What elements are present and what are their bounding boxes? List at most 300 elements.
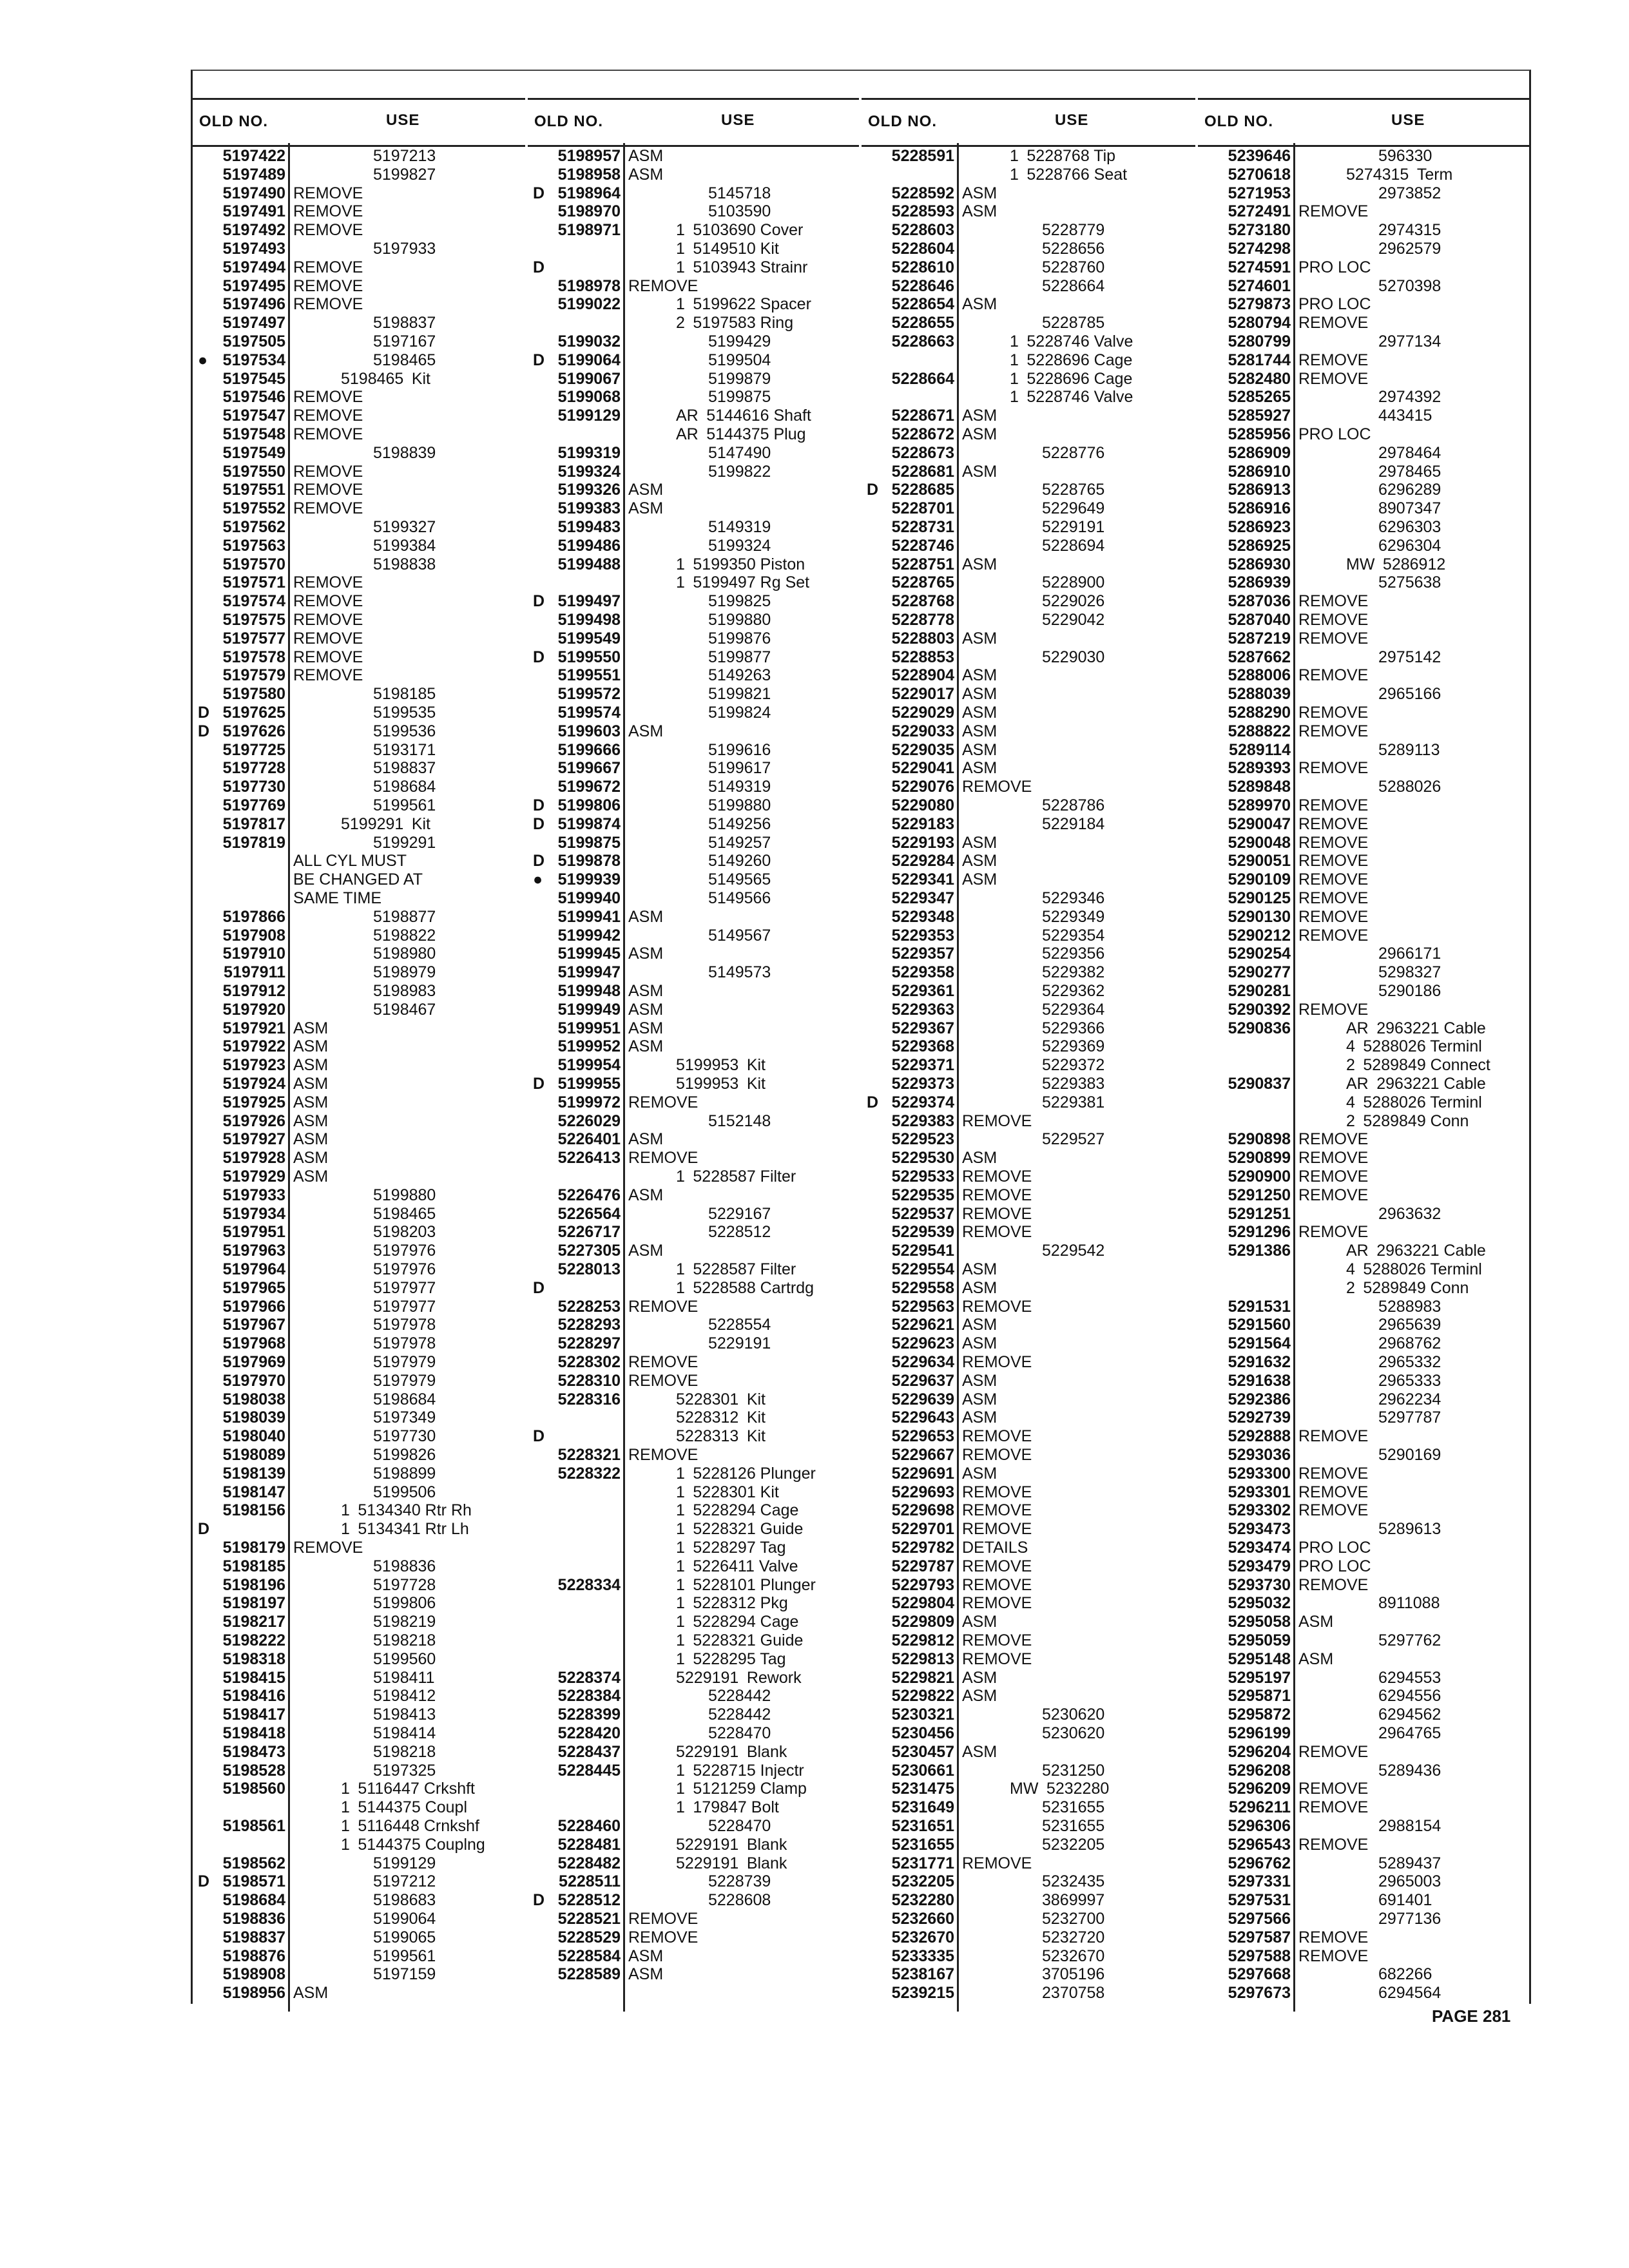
table-row	[862, 815, 1195, 834]
use-cell: 5149566	[708, 889, 771, 907]
old-no-cell: 5229787	[891, 1557, 954, 1575]
old-no-cell: 5229643	[891, 1408, 954, 1427]
table-row	[862, 1965, 1195, 1984]
table-row	[1198, 407, 1529, 425]
old-no-cell: 5228604	[891, 240, 954, 258]
use-cell: 5275638	[1378, 573, 1441, 592]
use-cell: 1 5228312 Pkg	[676, 1594, 788, 1613]
old-no-cell: 5289848	[1228, 778, 1291, 796]
table-row	[1198, 1130, 1529, 1149]
old-no-cell: 5229347	[891, 889, 954, 907]
use-cell: 5199129	[373, 1854, 436, 1872]
old-no-cell: 5292888	[1228, 1427, 1291, 1446]
use-cell: 5197976	[373, 1260, 436, 1278]
use-cell: 2974392	[1378, 388, 1441, 407]
use-cell: 5228554	[708, 1316, 771, 1334]
use-cell: REMOVE	[962, 1353, 1032, 1371]
table-row	[193, 1465, 525, 1483]
old-no-cell: 5197969	[222, 1353, 285, 1371]
use-cell: ASM	[962, 1278, 998, 1297]
old-no-cell: 5229653	[891, 1427, 954, 1446]
old-no-cell: 5297587	[1228, 1928, 1291, 1946]
old-no-cell: 5297673	[1228, 1984, 1291, 2003]
use-cell: REMOVE	[1298, 1946, 1369, 1965]
use-cell: 1 5199497 Rg Set	[676, 573, 810, 592]
table-row	[528, 555, 859, 574]
use-cell: 5228442	[708, 1706, 771, 1724]
old-no-cell: 5228778	[891, 611, 954, 629]
old-no-cell: 5198415	[222, 1668, 285, 1687]
use-cell: 5198979	[373, 963, 436, 982]
old-no-cell: 5229193	[891, 833, 954, 852]
table-row	[193, 1557, 525, 1576]
use-cell: 5199953 Kit	[676, 1056, 766, 1075]
table-row	[862, 778, 1195, 796]
use-cell: 596330	[1378, 147, 1432, 165]
table-row	[1198, 202, 1529, 221]
table-row	[528, 1724, 859, 1743]
table-row	[1198, 1056, 1529, 1075]
use-cell: 691401	[1378, 1891, 1432, 1910]
table-row	[193, 870, 525, 889]
use-cell: SAME TIME	[293, 889, 382, 907]
old-no-cell: 5228681	[891, 462, 954, 481]
table-row	[193, 1631, 525, 1650]
old-no-cell: 5297531	[1228, 1891, 1291, 1910]
table-row	[1198, 1205, 1529, 1224]
table-row	[1198, 1019, 1529, 1038]
old-no-cell: 5287040	[1228, 611, 1291, 629]
table-row	[862, 1316, 1195, 1334]
table-row	[862, 1427, 1195, 1446]
use-cell: 5232435	[1042, 1872, 1105, 1891]
table-row	[862, 1520, 1195, 1539]
table-row	[862, 555, 1195, 574]
use-cell: 2978465	[1378, 462, 1441, 481]
table-row	[193, 722, 525, 741]
table-row	[862, 1872, 1195, 1891]
table-row	[193, 499, 525, 518]
table-row	[528, 166, 859, 184]
table-row	[193, 1446, 525, 1465]
table-row	[862, 1724, 1195, 1743]
table-row	[1198, 258, 1529, 277]
table-row	[862, 1798, 1195, 1817]
use-cell: 5149565	[708, 870, 771, 889]
use-cell: 2 5289849 Conn	[1346, 1278, 1469, 1297]
old-no-cell: 5198418	[222, 1724, 285, 1742]
table-row	[862, 1186, 1195, 1205]
table-row	[193, 1576, 525, 1595]
table-row	[528, 778, 859, 796]
table-row	[528, 1613, 859, 1631]
use-cell: ASM	[962, 1371, 998, 1390]
table-row	[528, 1242, 859, 1260]
old-no-cell: 5198970	[557, 202, 621, 221]
table-row	[193, 1242, 525, 1260]
table-row	[528, 1279, 859, 1298]
table-row	[862, 1557, 1195, 1576]
use-cell: REMOVE	[962, 1854, 1032, 1872]
use-cell: 5197167	[373, 332, 436, 351]
use-cell: ASM	[962, 1408, 998, 1427]
table-row	[193, 1669, 525, 1687]
table-row	[862, 1576, 1195, 1595]
table-row	[193, 407, 525, 425]
use-cell: 5229030	[1042, 648, 1105, 666]
old-no-cell: 5230456	[891, 1724, 954, 1742]
table-row	[528, 1260, 859, 1279]
table-row	[1198, 537, 1529, 555]
use-cell: REMOVE	[293, 481, 363, 499]
old-no-cell: 5229076	[891, 778, 954, 796]
use-cell: 5229191	[708, 1334, 771, 1353]
table-row	[193, 1260, 525, 1279]
old-no-cell: 5197626	[222, 722, 285, 740]
table-row	[193, 555, 525, 574]
old-no-cell: 5197496	[222, 295, 285, 314]
use-cell: 5231655	[1042, 1817, 1105, 1835]
table-row	[528, 1836, 859, 1854]
old-no-cell: 5229541	[891, 1242, 954, 1260]
use-cell: ASM	[628, 1946, 664, 1965]
use-cell: 2965003	[1378, 1872, 1441, 1891]
use-cell: ASM	[628, 165, 664, 184]
old-no-cell: 5288006	[1228, 666, 1291, 685]
use-cell: 1 5228766 Seat	[1010, 165, 1128, 184]
table-row	[193, 1168, 525, 1186]
old-no-cell: 5228512	[557, 1891, 621, 1910]
table-row	[1198, 1743, 1529, 1762]
old-no-cell: 5274298	[1228, 240, 1291, 258]
use-cell: 5229191	[1042, 518, 1105, 536]
table-row	[528, 685, 859, 704]
use-cell: REMOVE	[293, 1539, 363, 1557]
old-no-cell: 5228685	[891, 481, 954, 499]
use-cell: 3705196	[1042, 1965, 1105, 1984]
use-cell: PRO LOC	[1298, 1557, 1371, 1575]
use-cell: REMOVE	[1298, 1928, 1369, 1946]
use-cell: REMOVE	[1298, 1501, 1369, 1520]
old-no-cell: 5295032	[1228, 1594, 1291, 1613]
use-cell: 5199880	[373, 1186, 436, 1204]
table-row	[862, 741, 1195, 760]
old-no-cell: 5199951	[557, 1019, 621, 1037]
table-row	[193, 1075, 525, 1093]
table-row	[528, 1965, 859, 1984]
use-cell: REMOVE	[1298, 870, 1369, 889]
old-no-cell: 5229698	[891, 1501, 954, 1520]
use-cell: ASM	[962, 1260, 998, 1278]
old-no-cell: 5228654	[891, 295, 954, 314]
table-row	[528, 1149, 859, 1168]
use-cell: ASM	[293, 1056, 329, 1075]
old-no-cell: 5229080	[891, 796, 954, 814]
table-row	[528, 1762, 859, 1780]
old-no-cell: 5291564	[1228, 1334, 1291, 1353]
use-cell: 5199291	[373, 833, 436, 852]
table-row	[1198, 1465, 1529, 1483]
use-cell: 1 179847 Bolt	[676, 1798, 779, 1817]
table-row	[528, 870, 859, 889]
row-marker: D	[533, 796, 545, 814]
old-no-cell: 5197866	[222, 907, 285, 926]
table-row	[193, 1706, 525, 1724]
table-row	[193, 518, 525, 537]
old-no-cell: 5228655	[891, 314, 954, 332]
old-no-cell: 5198185	[222, 1557, 285, 1575]
old-no-cell: 5228853	[891, 648, 954, 666]
table-row	[528, 1650, 859, 1669]
use-cell: REMOVE	[962, 1631, 1032, 1649]
old-no-cell: 5297668	[1228, 1965, 1291, 1984]
use-cell: 5103590	[708, 202, 771, 221]
use-cell: 5198837	[373, 759, 436, 778]
table-row	[1198, 1446, 1529, 1465]
old-no-cell: 5197551	[222, 481, 285, 499]
old-no-cell: 5288822	[1228, 722, 1291, 740]
table-row	[528, 407, 859, 425]
old-no-cell: 5228904	[891, 666, 954, 685]
old-no-cell: 5282480	[1228, 369, 1291, 388]
old-no-cell: 5230457	[891, 1742, 954, 1761]
table-row	[1198, 1279, 1529, 1298]
old-no-cell: 5197547	[222, 407, 285, 425]
old-no-cell: 5198876	[222, 1946, 285, 1965]
table-row	[528, 629, 859, 648]
use-cell: 2978464	[1378, 443, 1441, 462]
old-no-cell: 5290281	[1228, 982, 1291, 1000]
use-cell: 5199561	[373, 796, 436, 814]
table-row	[193, 834, 525, 852]
old-no-cell: 5198957	[557, 147, 621, 165]
old-no-cell: 5293473	[1228, 1520, 1291, 1539]
old-no-cell: 5228253	[557, 1297, 621, 1316]
old-no-cell: 5198416	[222, 1687, 285, 1706]
table-row	[862, 1483, 1195, 1502]
table-row	[1198, 759, 1529, 778]
old-no-cell: 5197574	[222, 592, 285, 611]
use-cell: 5199825	[708, 592, 771, 611]
table-row	[1198, 1353, 1529, 1372]
old-no-cell: 5197963	[222, 1242, 285, 1260]
use-cell: 2 5289849 Conn	[1346, 1111, 1469, 1130]
old-no-cell: 5293036	[1228, 1446, 1291, 1464]
old-no-cell: 5228663	[891, 332, 954, 351]
use-cell: 5198203	[373, 1223, 436, 1242]
table-row	[862, 1353, 1195, 1372]
use-cell: ASM	[962, 1742, 998, 1761]
old-no-cell: 5280794	[1228, 314, 1291, 332]
table-row	[1198, 573, 1529, 592]
old-no-cell: 5274601	[1228, 276, 1291, 295]
use-cell: 5288983	[1378, 1297, 1441, 1316]
use-cell: 2965166	[1378, 685, 1441, 704]
table-row	[193, 1724, 525, 1743]
old-no-cell: 5291560	[1228, 1316, 1291, 1334]
use-cell: 5228656	[1042, 240, 1105, 258]
table-row	[1198, 463, 1529, 481]
table-row	[193, 889, 525, 908]
use-cell: REMOVE	[1298, 907, 1369, 926]
table-row	[862, 704, 1195, 722]
table-row	[1198, 314, 1529, 332]
use-cell: 5198877	[373, 907, 436, 926]
use-cell: 1 5228126 Plunger	[676, 1464, 816, 1483]
use-cell: ASM	[628, 1186, 664, 1204]
use-cell: 5230620	[1042, 1706, 1105, 1724]
use-cell: 5232670	[1042, 1946, 1105, 1965]
use-cell: 2962579	[1378, 240, 1441, 258]
use-cell: 5198465 Kit	[341, 369, 431, 388]
table-row	[862, 1669, 1195, 1687]
table-row	[193, 1984, 525, 2003]
table-row	[193, 1817, 525, 1836]
table-row	[862, 1780, 1195, 1798]
table-row	[862, 1130, 1195, 1149]
table-row	[1198, 1260, 1529, 1279]
table-row	[862, 796, 1195, 815]
old-no-cell: 5229373	[891, 1075, 954, 1093]
old-no-cell: 5293302	[1228, 1501, 1291, 1520]
table-row	[193, 295, 525, 314]
table-row	[862, 295, 1195, 314]
old-no-cell: 5228592	[891, 184, 954, 202]
old-no-cell: 5226401	[557, 1130, 621, 1149]
use-cell: 5229382	[1042, 963, 1105, 982]
old-no-cell: 5229782	[891, 1539, 954, 1557]
use-cell: 5228900	[1042, 573, 1105, 592]
old-no-cell: 5197490	[222, 184, 285, 202]
old-no-cell: 5199672	[557, 778, 621, 796]
use-cell: REMOVE	[962, 778, 1032, 796]
old-no-cell: 5229374	[891, 1093, 954, 1111]
use-cell: 2965332	[1378, 1353, 1441, 1371]
table-row	[528, 388, 859, 407]
old-no-cell: 5229357	[891, 945, 954, 963]
use-cell: ASM	[628, 982, 664, 1000]
old-no-cell: 5228701	[891, 499, 954, 518]
use-cell: 5229354	[1042, 926, 1105, 945]
old-no-cell: 5229353	[891, 926, 954, 945]
table-row	[528, 1112, 859, 1131]
old-no-cell: 5229533	[891, 1168, 954, 1186]
table-column-2	[528, 71, 859, 2004]
use-cell: 2977136	[1378, 1910, 1441, 1928]
use-cell: 5228786	[1042, 796, 1105, 814]
table-row	[1198, 1168, 1529, 1186]
table-row	[1198, 1298, 1529, 1316]
old-no-cell: 5197912	[222, 982, 285, 1000]
old-no-cell: 5198561	[222, 1817, 285, 1835]
old-no-cell: 5291386	[1228, 1242, 1291, 1260]
use-cell: 5228776	[1042, 443, 1105, 462]
use-cell: 1 5228295 Tag	[676, 1649, 786, 1668]
old-no-cell: 5198978	[557, 276, 621, 295]
table-row	[193, 796, 525, 815]
old-no-cell: 5232670	[891, 1928, 954, 1946]
use-cell: REMOVE	[1298, 666, 1369, 685]
old-no-cell: 5197546	[222, 388, 285, 407]
old-no-cell: 5296543	[1228, 1835, 1291, 1854]
page-number: PAGE 281	[1432, 2006, 1511, 2026]
old-no-cell: 5199667	[557, 759, 621, 778]
table-row	[193, 258, 525, 277]
use-cell: ASM	[293, 1984, 329, 2003]
use-cell: 1 5103943 Strainr	[676, 258, 808, 276]
old-no-cell: 5280799	[1228, 332, 1291, 351]
use-cell: 1 5228746 Valve	[1010, 388, 1133, 407]
table-row	[528, 927, 859, 945]
table-row	[862, 1762, 1195, 1780]
table-row	[193, 1149, 525, 1168]
table-row	[193, 1037, 525, 1056]
use-cell: 2 5197583 Ring	[676, 314, 794, 332]
old-no-cell: 5290047	[1228, 814, 1291, 833]
use-cell: ASM	[962, 722, 998, 740]
use-cell: REMOVE	[962, 1520, 1032, 1539]
table-row	[193, 815, 525, 834]
table-row	[528, 1947, 859, 1966]
use-cell: ASM	[962, 870, 998, 889]
use-cell: 4 5288026 Terminl	[1346, 1037, 1482, 1056]
old-no-cell: 5199948	[557, 982, 621, 1000]
table-row	[1198, 518, 1529, 537]
old-no-cell: 5229667	[891, 1446, 954, 1464]
use-cell: ASM	[628, 1965, 664, 1984]
old-no-cell: 5199319	[557, 443, 621, 462]
use-cell: ASM	[962, 1613, 998, 1631]
table-row	[862, 1019, 1195, 1038]
table-row	[1198, 1836, 1529, 1854]
old-no-cell: 5197570	[222, 555, 285, 573]
table-row	[528, 463, 859, 481]
table-row	[193, 685, 525, 704]
table-row	[862, 1613, 1195, 1631]
old-no-cell: 5229554	[891, 1260, 954, 1278]
table-row	[1198, 1539, 1529, 1557]
old-no-cell: 5229563	[891, 1297, 954, 1316]
old-no-cell: 5290836	[1228, 1019, 1291, 1037]
table-row	[528, 332, 859, 351]
row-marker: D	[533, 1427, 545, 1446]
use-cell: 1 5228294 Cage	[676, 1501, 799, 1520]
table-row	[862, 1037, 1195, 1056]
use-cell: 5147490	[708, 443, 771, 462]
table-row	[862, 388, 1195, 407]
use-cell: 2 5289849 Connect	[1346, 1056, 1490, 1075]
table-row	[193, 147, 525, 166]
old-no-cell: 5199067	[557, 369, 621, 388]
use-cell: REMOVE	[962, 1223, 1032, 1242]
table-row	[862, 258, 1195, 277]
old-no-cell: 5290277	[1228, 963, 1291, 982]
use-cell: 5199506	[373, 1483, 436, 1501]
table-row	[528, 370, 859, 389]
table-row	[528, 277, 859, 296]
old-no-cell: 5229637	[891, 1371, 954, 1390]
table-row	[193, 759, 525, 778]
use-cell: 2968762	[1378, 1334, 1441, 1353]
use-cell: 5228664	[1042, 276, 1105, 295]
table-row	[193, 1279, 525, 1298]
use-cell: 5228470	[708, 1817, 771, 1835]
use-cell: REMOVE	[1298, 796, 1369, 814]
table-row	[528, 1298, 859, 1316]
table-row	[528, 147, 859, 166]
table-row	[862, 1093, 1195, 1112]
use-cell: 5197730	[373, 1427, 436, 1446]
